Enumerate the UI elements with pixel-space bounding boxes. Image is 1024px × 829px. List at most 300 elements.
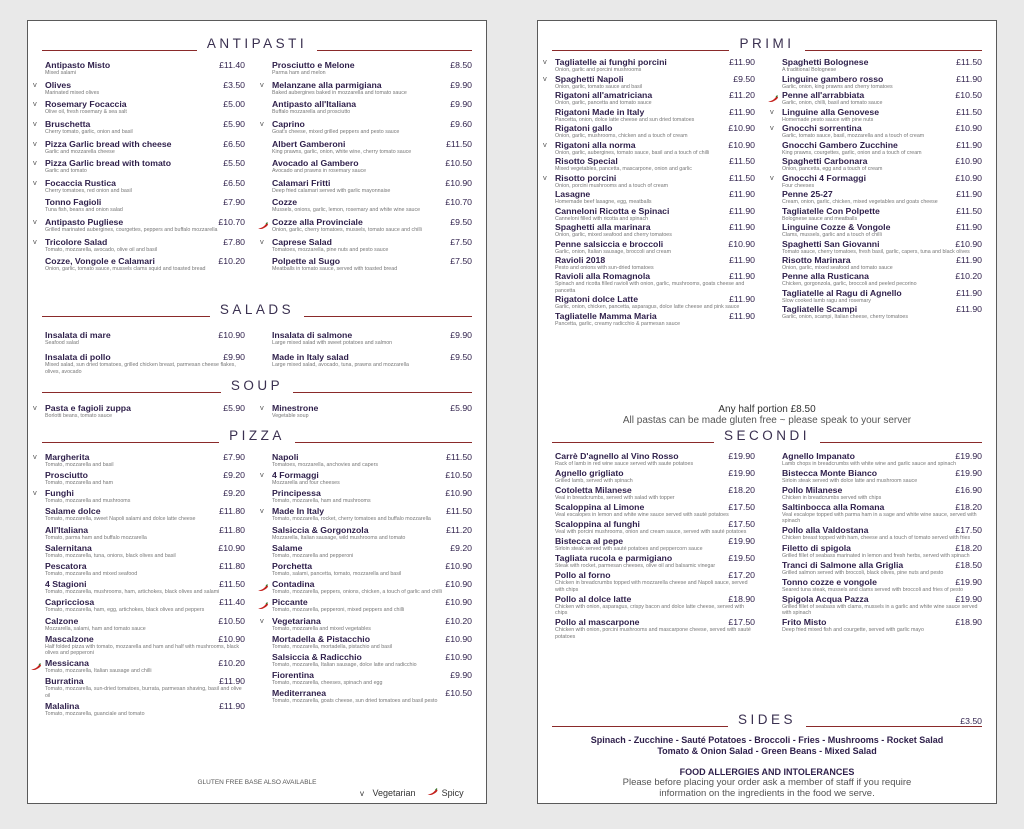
menu-item-row bbox=[782, 206, 982, 216]
menu-item bbox=[32, 561, 245, 577]
item-description: Olive oil, fresh rosemary & sea salt bbox=[45, 109, 127, 116]
menu-item-row bbox=[782, 123, 982, 133]
item-name: Agnello Impanato bbox=[782, 450, 855, 461]
item-name: Linguine Cozze & Vongole bbox=[782, 222, 891, 233]
item-description: Grilled salmon served with broccoli, black olives, pine nuts and pesto bbox=[782, 569, 944, 576]
menu-item bbox=[542, 536, 755, 552]
menu-item-row bbox=[272, 60, 472, 70]
menu-item bbox=[769, 74, 982, 90]
allergy-line-1: Please before placing your order ask a member of staff if you require bbox=[622, 777, 912, 788]
menu-item bbox=[32, 217, 245, 233]
menu-item-row bbox=[45, 616, 245, 626]
item-description: Mozzarella and four cheeses bbox=[272, 480, 340, 487]
menu-item-row bbox=[272, 237, 472, 247]
item-description: Spinach and ricotta filled ravioli with onion, garlic, mushrooms, goats cheese and pancetta bbox=[555, 281, 745, 294]
item-description: Garlic and tomato bbox=[45, 168, 87, 175]
item-description: Garlic, onion, chilli, basil and tomato sauce bbox=[782, 100, 883, 107]
item-price: £10.70 bbox=[445, 197, 472, 208]
menu-item bbox=[259, 652, 472, 668]
item-price: £10.90 bbox=[445, 488, 472, 499]
item-description: Buffalo mozzarella and prosciutto bbox=[272, 109, 351, 116]
menu-item bbox=[769, 189, 982, 205]
item-description: Tomato, mozzarella, mortadella, pistachio and basil bbox=[272, 643, 393, 650]
menu-item bbox=[769, 560, 982, 576]
item-price: £11.40 bbox=[219, 597, 245, 608]
item-price: £6.50 bbox=[223, 138, 245, 149]
menu-item bbox=[259, 597, 472, 613]
item-price: £11.90 bbox=[729, 205, 755, 216]
menu-item bbox=[769, 140, 982, 156]
menu-item bbox=[259, 543, 472, 559]
menu-item-row bbox=[272, 330, 472, 340]
item-description: Tomato, mozzarella and ham bbox=[45, 480, 114, 487]
menu-item bbox=[769, 107, 982, 123]
item-price: £9.90 bbox=[450, 99, 472, 110]
item-name: Salernitana bbox=[45, 542, 92, 553]
vegetarian-icon: v bbox=[33, 488, 37, 498]
item-name: Made in Italy salad bbox=[272, 352, 349, 363]
menu-item-row bbox=[45, 658, 245, 668]
item-name: Lasagne bbox=[555, 189, 591, 200]
menu-item-row bbox=[555, 156, 755, 166]
item-description: Onion, garlic, mushrooms, chicken and a touch of cream bbox=[555, 133, 688, 140]
item-name: Capricciosa bbox=[45, 597, 95, 608]
vegetarian-icon: v bbox=[33, 119, 37, 129]
item-description: Grilled marinated aubergines, courgettes, peppers and buffalo mozzarella bbox=[45, 227, 218, 234]
menu-item bbox=[32, 237, 245, 253]
vegetarian-icon: v bbox=[543, 57, 547, 67]
item-description: Deep fried calamari served with garlic mayonnaise bbox=[272, 187, 391, 194]
menu-item-row bbox=[782, 74, 982, 84]
item-price: £10.90 bbox=[955, 172, 982, 183]
vegetarian-icon: v bbox=[543, 172, 547, 182]
item-description: Homemade beef lasagne, egg, meatballs bbox=[555, 199, 652, 206]
item-price: £19.90 bbox=[955, 450, 982, 461]
item-description: Large mixed salad with sweet potatoes and salmon bbox=[272, 340, 393, 346]
item-description: Garlic, onion, king prawns and cherry tomatoes bbox=[782, 83, 893, 90]
item-price: £11.90 bbox=[956, 255, 982, 265]
menu-item-row bbox=[272, 452, 472, 462]
item-price: £11.90 bbox=[956, 287, 982, 298]
menu-item bbox=[769, 502, 982, 525]
item-name: Risotto porcini bbox=[555, 172, 617, 183]
item-name: Pollo Milanese bbox=[782, 484, 843, 495]
item-name: Tagliatelle ai funghi porcini bbox=[555, 57, 667, 68]
menu-item-row bbox=[45, 579, 245, 589]
menu-item bbox=[769, 525, 982, 541]
item-description: Tomato, mozzarella, tuna, onions, black olives and basil bbox=[45, 552, 176, 559]
item-name: Antipasto all'Italiana bbox=[272, 99, 357, 110]
menu-item bbox=[769, 57, 982, 73]
item-price: £11.90 bbox=[956, 222, 982, 233]
item-price: £19.90 bbox=[955, 593, 982, 604]
menu-item bbox=[769, 271, 982, 287]
menu-item-row bbox=[272, 119, 472, 129]
item-description: Mussels, onions, garlic, lemon, rosemary and white wine sauce bbox=[272, 207, 421, 214]
item-price: £3.50 bbox=[223, 79, 245, 90]
section-title: SOUP bbox=[28, 377, 486, 397]
item-price: £9.50 bbox=[450, 352, 472, 363]
menu-item-row bbox=[555, 189, 755, 199]
item-price: £18.90 bbox=[955, 617, 982, 628]
item-description: Tomato, mozzarella and mixed vegetables bbox=[272, 625, 371, 632]
sides-line-1: Spinach - Zucchine - Sauté Potatoes - Broccoli - Fries - Mushrooms - Rocket Salad bbox=[590, 735, 944, 745]
menu-column bbox=[32, 57, 259, 273]
menu-item-row bbox=[45, 676, 245, 686]
item-price: £11.90 bbox=[729, 222, 755, 233]
item-name: Rosemary Focaccia bbox=[45, 99, 127, 110]
item-price: £9.50 bbox=[733, 73, 755, 84]
item-name: Caprese Salad bbox=[272, 236, 332, 247]
item-description: Veal escalopes in lemon and white wine sauce served with sauté potatoes bbox=[555, 512, 729, 519]
item-description: Large mixed salad, avocado, tuna, prawns and mozzarella bbox=[272, 362, 409, 369]
item-name: Napoli bbox=[272, 451, 299, 462]
menu-item-row bbox=[45, 99, 245, 109]
item-name: Risotto Marinara bbox=[782, 255, 851, 265]
menu-item-row bbox=[782, 255, 982, 265]
item-description: Garlic, onion, scampi, Italian cheese, cherry tomatoes bbox=[782, 314, 909, 321]
item-description: A traditional Bolognese bbox=[782, 67, 837, 74]
menu-item-row bbox=[272, 597, 472, 607]
item-name: Antipasto Pugliese bbox=[45, 217, 124, 228]
menu-item-row bbox=[272, 561, 472, 571]
item-price: £7.90 bbox=[223, 197, 245, 208]
item-description: Chicken in breadcrumbs topped with mozzarella cheese and Napoli sauce, served with chips bbox=[555, 580, 748, 593]
menu-item bbox=[32, 119, 245, 135]
item-description: Grilled lamb, served with spinach bbox=[555, 477, 633, 484]
item-name: Bruschetta bbox=[45, 119, 91, 130]
item-price: £10.90 bbox=[728, 238, 755, 249]
menu-column bbox=[259, 324, 486, 375]
menu-item bbox=[542, 189, 755, 205]
menu-item bbox=[542, 57, 755, 73]
item-price: £19.90 bbox=[728, 450, 755, 461]
menu-item bbox=[769, 577, 982, 593]
item-name: Cotoletta Milanese bbox=[555, 484, 632, 495]
section-title: SALADS bbox=[28, 301, 486, 321]
item-description: Meatballs in tomato sauce, served with toasted bread bbox=[272, 266, 398, 273]
menu-item-row bbox=[272, 525, 472, 535]
item-description: Pancetta, garlic, creamy radicchio & parmesan sauce bbox=[555, 320, 681, 327]
menu-item bbox=[542, 74, 755, 90]
menu-item bbox=[769, 543, 982, 559]
menu-item-row bbox=[782, 577, 982, 587]
menu-item-row bbox=[782, 271, 982, 281]
menu-item bbox=[259, 139, 472, 155]
item-description: Mixed vegetables, pancetta, mascarpone, onion and garlic bbox=[555, 166, 692, 173]
vegetarian-icon: v bbox=[770, 172, 774, 182]
item-description: Mozzarella, Italian sausage, wild mushrooms and tomato bbox=[272, 534, 406, 541]
vegetarian-icon: v bbox=[260, 236, 264, 246]
menu-item bbox=[32, 579, 245, 595]
menu-item-row bbox=[555, 107, 755, 117]
item-price: £11.90 bbox=[729, 310, 755, 321]
menu-column bbox=[32, 400, 259, 419]
menu-item-row bbox=[45, 119, 245, 129]
item-price: £11.50 bbox=[219, 579, 245, 590]
item-price: £11.90 bbox=[956, 73, 982, 84]
menu-item-row bbox=[45, 452, 245, 462]
item-price: £10.90 bbox=[955, 123, 982, 134]
menu-item-row bbox=[45, 597, 245, 607]
item-description: Cherry tomatoes, red onion and basil bbox=[45, 187, 132, 194]
item-price: £10.90 bbox=[445, 579, 472, 590]
item-price: £10.90 bbox=[445, 597, 472, 608]
menu-item-row bbox=[45, 352, 245, 362]
menu-item bbox=[542, 173, 755, 189]
item-price: £11.90 bbox=[956, 304, 982, 315]
menu-item-row bbox=[272, 488, 472, 498]
item-name: Frito Misto bbox=[782, 617, 827, 628]
item-price: £18.90 bbox=[728, 593, 755, 604]
item-description: Garlic, onion, Italian sausage, broccoli and cream bbox=[555, 248, 672, 255]
menu-item-row bbox=[45, 217, 245, 227]
menu-item bbox=[259, 256, 472, 272]
item-description: Tomato, mozzarella, rocket, cherry tomatoes and buffalo mozzarella bbox=[272, 516, 431, 523]
gluten-free-note: GLUTEN FREE BASE ALSO AVAILABLE bbox=[197, 779, 317, 786]
item-description: Rack of lamb in red wine sauce served with saute potatoes bbox=[555, 460, 694, 467]
menu-item bbox=[259, 403, 472, 419]
item-price: £10.90 bbox=[218, 542, 245, 553]
menu-item-row bbox=[782, 451, 982, 461]
item-description: Tomato, mozzarella, sun-dried tomatoes, burrata, parmesan shaving, basil and olive oil bbox=[45, 686, 242, 699]
menu-item bbox=[259, 99, 472, 115]
item-price: £7.50 bbox=[450, 236, 472, 247]
menu-item-row bbox=[555, 173, 755, 183]
vegetarian-icon: v bbox=[770, 106, 774, 116]
item-price: £10.90 bbox=[218, 330, 245, 340]
menu-item bbox=[259, 237, 472, 253]
item-description: Tomatoes, mozzarella, anchovies and capers bbox=[272, 461, 378, 468]
menu-item bbox=[542, 206, 755, 222]
legend bbox=[360, 788, 464, 798]
item-description: Pesto and onions with sun-dried tomatoes bbox=[555, 265, 654, 271]
item-price: £11.50 bbox=[956, 57, 982, 68]
item-price: £9.90 bbox=[450, 79, 472, 90]
item-description: Veal in breadcrumbs, served with salad with topper bbox=[555, 494, 675, 501]
antipasti-columns bbox=[28, 57, 486, 273]
item-name: Insalata di salmone bbox=[272, 330, 353, 340]
menu-column bbox=[542, 57, 769, 327]
item-price: £19.90 bbox=[728, 536, 755, 547]
menu-item-row bbox=[555, 451, 755, 461]
vegetarian-icon: v bbox=[33, 403, 37, 412]
item-price: £19.90 bbox=[955, 467, 982, 478]
item-price: £10.50 bbox=[445, 470, 472, 481]
item-name: Pollo al forno bbox=[555, 570, 611, 581]
menu-item-row bbox=[272, 579, 472, 589]
sides-line-2: Tomato & Onion Salad - Green Beans - Mixed Salad bbox=[657, 746, 877, 756]
item-description: Cherry tomato, garlic, onion and basil bbox=[45, 129, 133, 136]
vegetarian-label: Vegetarian bbox=[372, 788, 416, 798]
menu-item-row bbox=[555, 570, 755, 580]
vegetarian-icon: v bbox=[543, 139, 547, 149]
item-description: King prawns, courgettes, garlic, onion and a touch of cream bbox=[782, 149, 922, 156]
item-price: £10.20 bbox=[218, 658, 245, 669]
chili-icon bbox=[257, 597, 269, 605]
menu-item bbox=[542, 594, 755, 617]
item-price: £11.40 bbox=[219, 60, 245, 71]
menu-item-row bbox=[782, 107, 982, 117]
menu-item-row bbox=[782, 239, 982, 249]
item-price: £10.90 bbox=[955, 156, 982, 167]
menu-item bbox=[32, 80, 245, 96]
menu-item bbox=[769, 594, 982, 617]
item-name: Ravioli alla Romagnola bbox=[555, 271, 651, 282]
item-description: Veal with porcini mushrooms, onion and cream sauce, served with sauté potatoes bbox=[555, 529, 747, 536]
item-description: Sirloin steak served with sauté potatoes and peppercorn sauce bbox=[555, 546, 703, 553]
item-price: £11.50 bbox=[446, 506, 472, 517]
item-price: £18.20 bbox=[955, 542, 982, 553]
menu-item-row bbox=[45, 561, 245, 571]
allergy-line-2: information on the ingredients in the food we serve. bbox=[659, 788, 875, 799]
item-name: Tranci di Salmone alla Griglia bbox=[782, 559, 904, 570]
item-name: Scaloppina al funghi bbox=[555, 519, 640, 530]
menu-item-row bbox=[555, 90, 755, 100]
item-name: Linguine gambero rosso bbox=[782, 73, 884, 84]
item-price: £9.90 bbox=[223, 352, 245, 363]
menu-item-row bbox=[45, 178, 245, 188]
menu-item-row bbox=[45, 543, 245, 553]
item-name: Principessa bbox=[272, 488, 321, 499]
item-price: £11.90 bbox=[956, 139, 982, 150]
menu-column bbox=[769, 57, 996, 327]
menu-item-row bbox=[272, 652, 472, 662]
menu-item bbox=[259, 60, 472, 76]
item-name: Filetto di spigola bbox=[782, 542, 852, 553]
menu-item bbox=[769, 173, 982, 189]
item-name: Calamari Fritti bbox=[272, 177, 331, 188]
secondi-columns bbox=[538, 450, 996, 640]
item-price: £5.90 bbox=[223, 119, 245, 130]
item-name: Agnello grigliato bbox=[555, 467, 624, 478]
menu-item bbox=[542, 123, 755, 139]
item-name: Tricolore Salad bbox=[45, 236, 108, 247]
menu-item-row bbox=[782, 543, 982, 553]
item-name: Pasta e fagioli zuppa bbox=[45, 403, 131, 413]
item-description: Tomato, mozzarella, pepperoni, mixed peppers and chilli bbox=[272, 607, 405, 614]
item-description: Chicken with onion, asparagus, crispy bacon and dolce latte cheese, served with chips bbox=[555, 603, 745, 617]
item-name: Spaghetti Carbonara bbox=[782, 156, 868, 167]
menu-item bbox=[769, 222, 982, 238]
item-name: Pollo al mascarpone bbox=[555, 617, 640, 628]
menu-item-row bbox=[555, 140, 755, 150]
item-price: £11.20 bbox=[729, 90, 755, 101]
item-price: £17.50 bbox=[955, 525, 982, 536]
item-price: £9.20 bbox=[450, 542, 472, 553]
menu-item bbox=[769, 468, 982, 484]
item-description: Tomato, mozzarella, sweet Napoli salami and dolce latte cheese bbox=[45, 516, 196, 523]
soup-columns bbox=[28, 400, 486, 419]
salads-section bbox=[28, 301, 486, 375]
item-description: Goat's cheese, mixed grilled peppers and pesto sauce bbox=[272, 129, 400, 136]
menu-item bbox=[32, 197, 245, 213]
pizza-section bbox=[28, 427, 486, 717]
item-price: £11.90 bbox=[729, 294, 755, 305]
item-description: Tomato, mozzarella, mushrooms, ham, artichokes, black olives and salami bbox=[45, 589, 220, 596]
menu-column bbox=[769, 450, 996, 640]
item-description: Onion, garlic, aubergines, tomato sauce, basil and a touch of chilli bbox=[555, 149, 710, 156]
menu-item bbox=[32, 676, 245, 699]
item-description: Tomato, mozzarella, ham, egg, artichokes, black olives and peppers bbox=[45, 607, 205, 614]
item-price: £11.90 bbox=[729, 189, 755, 200]
sides-price: £3.50 bbox=[960, 716, 982, 726]
item-description: Onion, garlic, cherry tomatoes, mussels, tomato sauce and chilli bbox=[272, 227, 422, 234]
sides-section bbox=[538, 711, 996, 757]
item-description: Tomato, mozzarella, Italian sausage and chilli bbox=[45, 668, 152, 675]
item-price: £11.80 bbox=[219, 561, 245, 572]
item-name: Tonno cozze e vongole bbox=[782, 576, 877, 587]
item-name: Scaloppina al Limone bbox=[555, 502, 645, 513]
item-name: Mediterranea bbox=[272, 688, 327, 699]
menu-item bbox=[542, 255, 755, 271]
menu-item bbox=[542, 271, 755, 294]
item-name: Calzone bbox=[45, 615, 79, 626]
section-title: SIDES bbox=[538, 711, 996, 731]
menu-item-row bbox=[45, 158, 245, 168]
vegetarian-icon: v bbox=[770, 123, 774, 133]
item-description: Tomatoes, mozzarella, pine nuts and pesto sauce bbox=[272, 246, 389, 253]
item-price: £10.50 bbox=[445, 158, 472, 169]
menu-page-right bbox=[537, 20, 997, 804]
item-description: Sirloin steak served with dolce latte and mushroom sauce bbox=[782, 477, 918, 484]
menu-item-row bbox=[782, 485, 982, 495]
item-description: Tomato, mozzarella, ham and mushrooms bbox=[272, 498, 371, 505]
menu-item bbox=[542, 107, 755, 123]
item-description: Baked aubergines baked in mozzarella and tomato sauce bbox=[272, 89, 407, 96]
item-price: £9.20 bbox=[223, 488, 245, 499]
menu-item-row bbox=[272, 80, 472, 90]
item-name: Gnocchi Gambero Zucchine bbox=[782, 139, 898, 150]
menu-item bbox=[32, 60, 245, 76]
menu-item-row bbox=[555, 519, 755, 529]
menu-item-row bbox=[45, 139, 245, 149]
item-name: Pizza Garlic bread with cheese bbox=[45, 138, 172, 149]
item-price: £17.50 bbox=[728, 502, 755, 513]
menu-item bbox=[259, 330, 472, 346]
item-name: 4 Formaggi bbox=[272, 470, 319, 481]
item-price: £9.50 bbox=[450, 217, 472, 228]
item-price: £18.20 bbox=[955, 502, 982, 513]
item-description: Garlic, onion, chicken, pancetta, asparagus, dolce latte cheese and pink sauce bbox=[555, 304, 740, 311]
item-name: Tagliatelle Scampi bbox=[782, 304, 858, 315]
item-price: £11.90 bbox=[729, 57, 755, 68]
item-description: Canneloni filled with ricotta and spinach bbox=[555, 215, 649, 222]
item-description: Clams, mussels, garlic and a touch of chilli bbox=[782, 232, 882, 239]
menu-column bbox=[32, 324, 259, 375]
item-name: Caprino bbox=[272, 119, 305, 130]
menu-page-left bbox=[27, 20, 487, 804]
item-description: Tomato, mozzarella, cheeses, spinach and egg bbox=[272, 680, 383, 687]
menu-item-row bbox=[45, 197, 245, 207]
menu-item-row bbox=[272, 670, 472, 680]
item-description: Onion, garlic, tomato sauce, mussels clams squid and toasted bread bbox=[45, 266, 206, 273]
menu-item bbox=[769, 451, 982, 467]
item-price: £11.50 bbox=[729, 172, 755, 183]
soup-section bbox=[28, 377, 486, 419]
item-name: Avocado al Gambero bbox=[272, 158, 359, 169]
menu-item-row bbox=[782, 140, 982, 150]
item-price: £11.50 bbox=[956, 106, 982, 117]
section-title: PRIMI bbox=[538, 35, 996, 55]
allergy-section bbox=[538, 767, 996, 799]
menu-item-row bbox=[555, 255, 755, 265]
menu-item bbox=[32, 488, 245, 504]
menu-item bbox=[769, 617, 982, 633]
spicy-label: Spicy bbox=[441, 788, 464, 798]
item-description: Onion, porcini mushrooms and a touch of cream bbox=[555, 182, 669, 189]
item-price: £10.90 bbox=[955, 238, 982, 249]
